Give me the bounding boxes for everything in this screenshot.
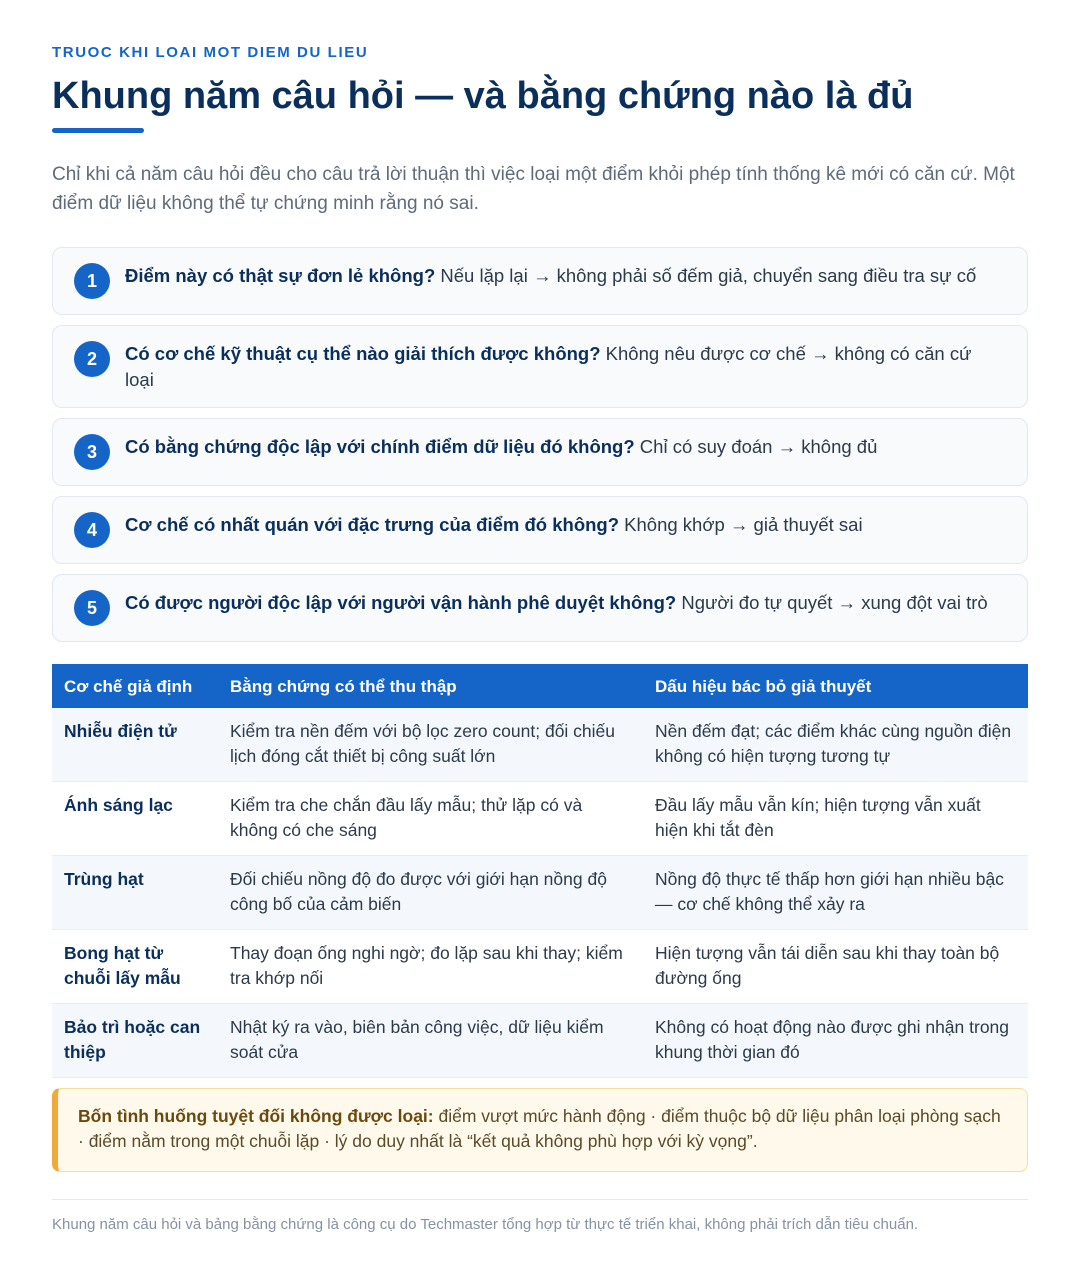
question-card-3 — [52, 418, 1028, 486]
mechanism-cell: Ánh sáng lạc — [52, 782, 218, 856]
evidence-cell: Kiểm tra che chắn đầu lấy mẫu; thử lặp có và không có che sáng — [218, 782, 643, 856]
question-text — [125, 263, 1005, 289]
title-underline — [52, 128, 144, 133]
column-header-evidence: Bằng chứng có thể thu thập — [218, 664, 643, 708]
question-number-badge: 5 — [74, 590, 110, 626]
evidence-cell: Nhật ký ra vào, biên bản công việc, dữ liệu kiểm soát cửa — [218, 1004, 643, 1078]
table-row — [52, 930, 1028, 1004]
intro-paragraph: Chỉ khi cả năm câu hỏi đều cho câu trả lời thuận thì việc loại một điểm khỏi phép tính thống kê mới có căn cứ. Một điểm dữ liệu không thể tự chứng minh rằng nó sai. — [52, 164, 1015, 214]
refutation-cell: Không có hoạt động nào được ghi nhận trong khung thời gian đó — [643, 1004, 1028, 1078]
table-row — [52, 856, 1028, 930]
footer-note: Khung năm câu hỏi và bảng bằng chứng là công cụ do Techmaster tổng hợp từ thực tế triển khai, không phải trích dẫn tiêu chuẩn. — [52, 1216, 919, 1233]
warning-callout — [52, 1088, 1028, 1172]
question-text — [125, 341, 1005, 393]
question-card-5 — [52, 574, 1028, 642]
mechanism-cell: Trùng hạt — [52, 856, 218, 930]
refutation-cell: Nồng độ thực tế thấp hơn giới hạn nhiều bậc — cơ chế không thể xảy ra — [643, 856, 1028, 930]
question-text — [125, 512, 1005, 538]
question-answer: Chỉ có suy đoán → không đủ — [634, 436, 878, 457]
table-row — [52, 782, 1028, 856]
callout-lead: Bốn tình huống tuyệt đối không được loại: — [78, 1106, 434, 1126]
callout-text: điểm vượt mức hành động · điểm thuộc bộ dữ liệu phân loại phòng sạch · điểm nằm trong một chuỗi lặp · lý do duy nhất là “kết quả không phù hợp với kỳ vọng”. — [78, 1106, 1001, 1151]
question-number-badge: 4 — [74, 512, 110, 548]
evidence-cell: Kiểm tra nền đếm với bộ lọc zero count; đối chiếu lịch đóng cắt thiết bị công suất lớn — [218, 708, 643, 782]
mechanism-cell: Bảo trì hoặc can thiệp — [52, 1004, 218, 1078]
column-header-mechanism: Cơ chế giả định — [52, 664, 218, 708]
table-header-row — [52, 664, 1028, 708]
mechanism-cell: Bong hạt từ chuỗi lấy mẫu — [52, 930, 218, 1004]
refutation-cell: Hiện tượng vẫn tái diễn sau khi thay toàn bộ đường ống — [643, 930, 1028, 1004]
question-number-badge: 3 — [74, 434, 110, 470]
table-row — [52, 1004, 1028, 1078]
question-card-2 — [52, 325, 1028, 408]
mechanism-cell: Nhiễu điện tử — [52, 708, 218, 782]
question-title: Có được người độc lập với người vận hành phê duyệt không? — [125, 592, 677, 613]
page-title: Khung năm câu hỏi — và bằng chứng nào là đủ — [52, 75, 914, 117]
table-row — [52, 708, 1028, 782]
question-number-badge: 1 — [74, 263, 110, 299]
refutation-cell: Nền đếm đạt; các điểm khác cùng nguồn điện không có hiện tượng tương tự — [643, 708, 1028, 782]
question-answer: Không khớp → giả thuyết sai — [619, 514, 863, 535]
question-card-4 — [52, 496, 1028, 564]
footer-divider — [52, 1199, 1028, 1200]
question-title: Điểm này có thật sự đơn lẻ không? — [125, 265, 436, 286]
evidence-cell: Thay đoạn ống nghi ngờ; đo lặp sau khi thay; kiểm tra khớp nối — [218, 930, 643, 1004]
question-text — [125, 434, 1005, 460]
question-answer: Người đo tự quyết → xung đột vai trò — [676, 592, 988, 613]
column-header-refutation: Dấu hiệu bác bỏ giả thuyết — [643, 664, 1028, 708]
refutation-cell: Đầu lấy mẫu vẫn kín; hiện tượng vẫn xuất hiện khi tắt đèn — [643, 782, 1028, 856]
question-title: Có bằng chứng độc lập với chính điểm dữ liệu đó không? — [125, 436, 635, 457]
question-title: Có cơ chế kỹ thuật cụ thể nào giải thích được không? — [125, 343, 601, 364]
question-number-badge: 2 — [74, 341, 110, 377]
eyebrow-label: TRUOC KHI LOAI MOT DIEM DU LIEU — [52, 44, 369, 61]
question-text — [125, 590, 1005, 616]
question-card-1 — [52, 247, 1028, 315]
question-title: Cơ chế có nhất quán với đặc trưng của điểm đó không? — [125, 514, 620, 535]
evidence-table — [52, 664, 1028, 1078]
question-answer: Nếu lặp lại → không phải số đếm giả, chuyển sang điều tra sự cố — [435, 265, 977, 286]
evidence-cell: Đối chiếu nồng độ đo được với giới hạn nồng độ công bố của cảm biến — [218, 856, 643, 930]
question-answer: Không nêu được cơ chế → không có căn cứ loại — [125, 343, 972, 390]
